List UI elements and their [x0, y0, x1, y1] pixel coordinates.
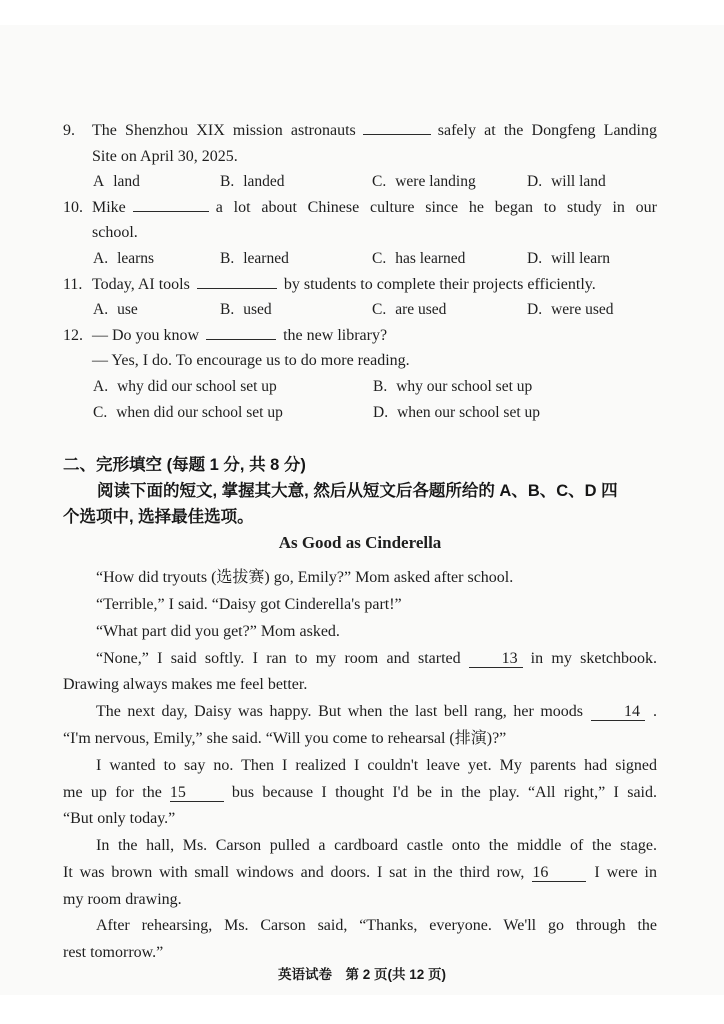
question-9-options: [63, 169, 657, 195]
option-b: B. learned: [220, 249, 289, 267]
question-number: 9.: [63, 122, 75, 139]
question-12-reply: — Yes, I do. To encourage us to do more reading.: [92, 352, 410, 370]
option-b: B. why our school set up: [373, 377, 533, 395]
option-a: A land: [93, 173, 140, 191]
option-a: A. learns: [93, 249, 155, 267]
stem-text: The Shenzhou XIX mission astronauts: [92, 122, 356, 139]
question-number: 10.: [63, 198, 83, 216]
passage-line: “None,” I said softly. I ran to my room and started 13 in my sketchbook.: [96, 649, 658, 667]
option-c: C. were landing: [372, 173, 476, 191]
question-11-stem: [63, 272, 657, 298]
question-11-options: [63, 297, 657, 323]
passage-line: In the hall, Ms. Carson pulled a cardboard castle onto the middle of the stage.: [96, 837, 657, 855]
cloze-blank-14: 14: [591, 703, 645, 721]
stem-text: safely at the Dongfeng Landing: [437, 122, 657, 139]
stem-text: Today, AI tools: [92, 275, 190, 293]
passage-line: “I'm nervous, Emily,” she said. “Will you come to rehearsal (排演)?”: [63, 729, 507, 747]
passage-line: Drawing always makes me feel better.: [63, 676, 308, 694]
cloze-passage: [63, 565, 657, 967]
passage-line: “Terrible,” I said. “Daisy got Cinderella's part!”: [96, 595, 402, 613]
cloze-blank-15: 15: [170, 784, 224, 802]
question-9-stem-line2: Site on April 30, 2025.: [92, 147, 238, 165]
question-11: [63, 272, 657, 323]
question-12-options-row1: [63, 374, 657, 400]
section-instructions-line1: 阅读下面的短文, 掌握其大意, 然后从短文后各题所给的 A、B、C、D 四: [97, 482, 618, 501]
question-10-stem: [63, 195, 657, 221]
question-12-stem: [63, 323, 657, 349]
question-number: 12.: [63, 326, 83, 344]
question-10-options: [63, 246, 657, 272]
option-c: C. has learned: [372, 249, 466, 267]
option-c: C. when did our school set up: [93, 403, 283, 421]
stem-text: the new library?: [283, 326, 388, 344]
passage-line: “What part did you get?” Mom asked.: [96, 622, 340, 640]
option-d: D. will land: [527, 173, 606, 191]
passage-line: “But only today.”: [63, 810, 176, 828]
passage-line: After rehearsing, Ms. Carson said, “Thanks, everyone. We'll go through the: [96, 917, 657, 935]
question-number: 11.: [63, 275, 83, 293]
question-12-options-row2: [63, 400, 657, 426]
page-content: [63, 118, 657, 967]
scanned-exam-page: [0, 25, 724, 995]
question-10: [63, 195, 657, 272]
question-12: [63, 323, 657, 425]
option-d: D. when our school set up: [373, 403, 540, 421]
option-d: D. were used: [527, 301, 614, 319]
answer-blank-10: [133, 197, 209, 212]
option-b: B. used: [220, 301, 272, 319]
section-heading: 二、完形填空 (每题 1 分, 共 8 分): [63, 456, 306, 475]
section-cloze: [63, 452, 657, 967]
passage-line: rest tomorrow.”: [63, 944, 164, 962]
passage-line: I wanted to say no. Then I realized I couldn't leave yet. My parents had signed: [96, 756, 657, 774]
question-9-stem: [63, 118, 657, 144]
stem-text: by students to complete their projects efficiently.: [283, 275, 596, 293]
option-a: A. use: [93, 301, 138, 319]
answer-blank-11: [197, 274, 277, 289]
cloze-blank-16: 16: [532, 864, 586, 882]
page-footer: 英语试卷 第 2 页(共 12 页): [277, 967, 447, 982]
passage-line: The next day, Daisy was happy. But when the last bell rang, her moods 14 .: [96, 703, 657, 721]
passage-line: It was brown with small windows and doors. I sat in the third row, 16 I were in: [63, 863, 657, 881]
stem-text: Mike: [92, 198, 126, 216]
passage-line: me up for the 15 bus because I thought I'd be in the play. “All right,” I said.: [63, 783, 657, 801]
option-c: C. are used: [372, 301, 447, 319]
question-9: [63, 118, 657, 195]
stem-text: a lot about Chinese culture since he began to study in our: [215, 198, 657, 216]
question-10-stem-line2: school.: [92, 224, 138, 242]
option-b: B. landed: [220, 173, 285, 191]
option-d: D. will learn: [527, 249, 611, 267]
answer-blank-9: [363, 120, 431, 135]
section-instructions-line2: 个选项中, 选择最佳选项。: [63, 508, 254, 527]
cloze-blank-13: 13: [469, 650, 523, 668]
passage-line: my room drawing.: [63, 890, 182, 908]
option-a: A. why did our school set up: [93, 377, 277, 395]
passage-line: “How did tryouts (选拔赛) go, Emily?” Mom asked after school.: [96, 569, 514, 587]
stem-text: — Do you know: [92, 326, 200, 344]
answer-blank-12: [206, 325, 276, 340]
passage-title: As Good as Cinderella: [278, 533, 442, 553]
